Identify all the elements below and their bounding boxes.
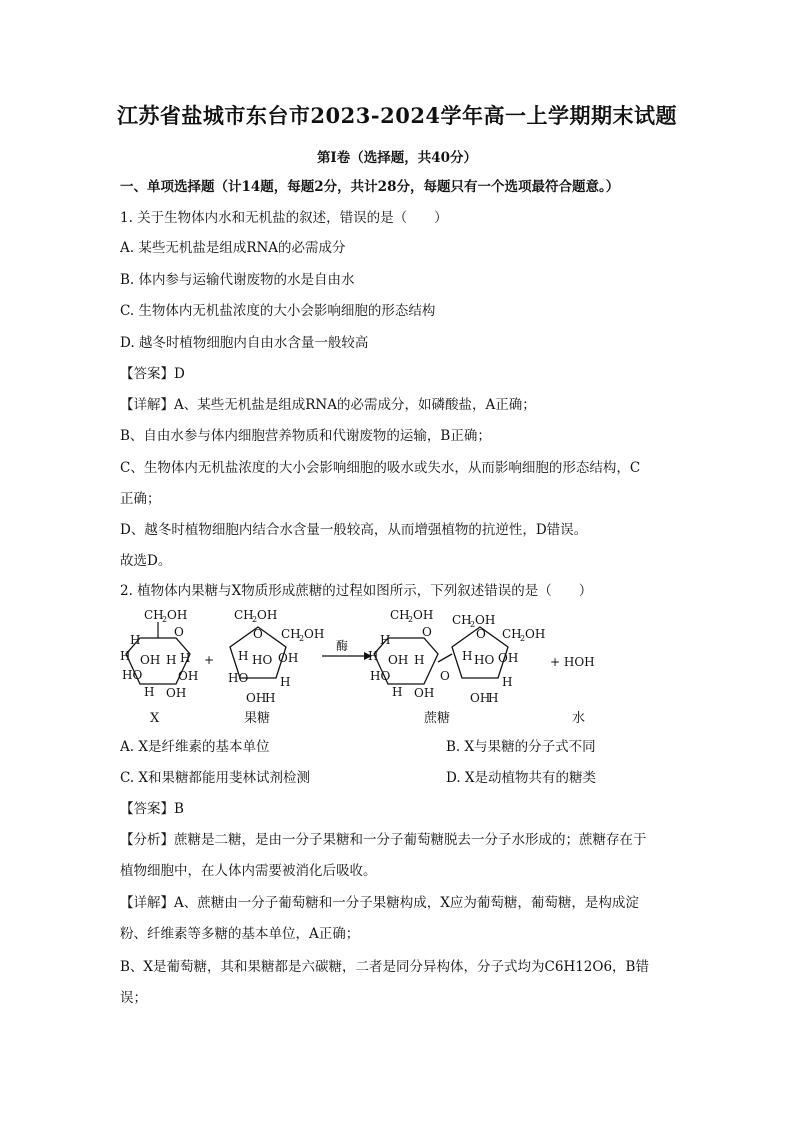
svg-text:H: H — [120, 649, 131, 663]
q2-explanation-line: B、X是葡萄糖，其和果糖都是六碳糖，二者是同分异构体，分子式均为C6H12O6，B错 — [120, 959, 649, 975]
water-formula: + HOH — [550, 655, 595, 669]
svg-text:OH: OH — [498, 651, 519, 665]
svg-text:+: + — [204, 653, 215, 667]
q1-option-d: D. 越冬时植物细胞内自由水含量一般较高 — [120, 335, 369, 351]
q2-explanation-line: 误； — [120, 990, 147, 1006]
reaction-arrow — [322, 652, 372, 660]
svg-text:HO: HO — [474, 653, 495, 667]
q2-option-c: C. X和果糖都能用斐林试剂检测 — [120, 770, 311, 786]
page-title: 江苏省盐城市东台市2023-2024学年高一上学期期末试题 — [116, 103, 678, 128]
svg-text:O: O — [253, 627, 263, 641]
q1-option-a: A. 某些无机盐是组成RNA的必需成分 — [120, 240, 346, 256]
svg-text:H: H — [380, 633, 391, 647]
q1-option-c: C. 生物体内无机盐浓度的大小会影响细胞的形态结构 — [120, 303, 436, 319]
svg-text:O: O — [174, 625, 184, 639]
svg-text:CH: CH — [452, 613, 472, 627]
svg-text:CH: CH — [502, 627, 522, 641]
svg-text:OH: OH — [257, 608, 278, 622]
q2-option-a: A. X是纤维素的基本单位 — [120, 739, 270, 755]
svg-text:CH: CH — [390, 608, 410, 622]
section-heading: 一、单项选择题（计14题，每题2分，共计28分，每题只有一个选项最符合题意。） — [120, 179, 620, 195]
q1-explanation-line: 正确； — [120, 491, 161, 507]
svg-text:HO: HO — [122, 668, 143, 682]
svg-text:HO: HO — [228, 671, 249, 685]
svg-text:H: H — [368, 649, 379, 663]
svg-text:H: H — [462, 649, 473, 663]
q1-option-b: B. 体内参与运输代谢废物的水是自由水 — [120, 272, 355, 288]
svg-text:CH: CH — [281, 627, 301, 641]
svg-text:OH: OH — [525, 627, 546, 641]
svg-text:H: H — [280, 675, 291, 689]
q2-option-d: D. X是动植物共有的糖类 — [446, 770, 597, 786]
q2-explanation-line: 【详解】A、蔗糖由一分子葡萄糖和一分子果糖构成，X应为葡萄糖，葡萄糖，是构成淀 — [120, 895, 639, 911]
q2-answer: 【答案】B — [120, 801, 184, 817]
svg-text:H: H — [488, 691, 499, 705]
q1-explanation-line: 故选D。 — [120, 553, 172, 569]
svg-text:OH: OH — [475, 613, 496, 627]
svg-text:O: O — [440, 669, 450, 683]
q1-explanation-line: C、生物体内无机盐浓度的大小会影响细胞的吸水或失水，从而影响细胞的形态结构，C — [120, 460, 641, 476]
svg-text:O: O — [476, 627, 486, 641]
question-2-stem: 2. 植物体内果糖与X物质形成蔗糖的过程如图所示，下列叙述错误的是（ ） — [120, 583, 593, 599]
label-x: X — [150, 711, 160, 726]
enzyme-label: 酶 — [336, 639, 349, 653]
svg-text:2: 2 — [470, 620, 476, 629]
svg-text:OH: OH — [278, 651, 299, 665]
svg-text:H: H — [414, 653, 425, 667]
svg-text:2: 2 — [299, 634, 305, 643]
svg-text:O: O — [422, 625, 432, 639]
q1-explanation-line: 【详解】A、某些无机盐是组成RNA的必需成分，如磷酸盐，A正确； — [120, 397, 536, 413]
svg-text:CH: CH — [234, 608, 254, 622]
svg-text:OH: OH — [304, 627, 325, 641]
svg-text:OH: OH — [140, 653, 161, 667]
svg-text:H: H — [130, 633, 141, 647]
label-water: 水 — [572, 711, 586, 726]
sucrose-synthesis-diagram — [118, 602, 618, 732]
svg-text:2: 2 — [252, 615, 258, 624]
q1-answer: 【答案】D — [120, 366, 185, 382]
svg-text:OH: OH — [470, 691, 491, 705]
svg-text:CH: CH — [144, 608, 164, 622]
svg-text:H: H — [144, 685, 155, 699]
svg-text:OH: OH — [167, 608, 188, 622]
svg-text:2: 2 — [162, 615, 168, 624]
svg-text:H: H — [166, 653, 177, 667]
svg-text:2: 2 — [408, 615, 414, 624]
svg-text:OH: OH — [388, 653, 409, 667]
svg-text:OH: OH — [178, 669, 199, 683]
svg-text:OH: OH — [166, 686, 187, 700]
label-sucrose: 蔗糖 — [424, 711, 451, 726]
svg-text:H: H — [265, 691, 276, 705]
svg-text:OH: OH — [246, 691, 267, 705]
svg-text:HO: HO — [252, 653, 273, 667]
svg-text:OH: OH — [414, 686, 435, 700]
svg-text:H: H — [502, 675, 513, 689]
label-fructose: 果糖 — [244, 711, 271, 726]
q2-analysis-line: 植物细胞中，在人体内需要被消化后吸收。 — [120, 863, 377, 879]
q1-explanation-line: B、自由水参与体内细胞营养物质和代谢废物的运输，B正确； — [120, 428, 491, 444]
q2-explanation-line: 粉、纤维素等多糖的基本单位，A正确； — [120, 926, 360, 942]
svg-text:H: H — [238, 649, 249, 663]
svg-text:H: H — [392, 685, 403, 699]
svg-text:2: 2 — [520, 634, 526, 643]
svg-text:H: H — [180, 651, 191, 665]
q2-option-b: B. X与果糖的分子式不同 — [446, 739, 596, 755]
svg-text:HO: HO — [370, 669, 391, 683]
page-subtitle: 第Ⅰ卷（选择题，共40分） — [316, 150, 478, 166]
q2-analysis-line: 【分析】蔗糖是二糖，是由一分子果糖和一分子葡萄糖脱去一分子水形成的；蔗糖存在于 — [120, 832, 647, 848]
svg-text:OH: OH — [413, 608, 434, 622]
question-1-stem: 1. 关于生物体内水和无机盐的叙述，错误的是（ ） — [120, 210, 448, 226]
q1-explanation-line: D、越冬时植物细胞内结合水含量一般较高，从而增强植物的抗逆性，D错误。 — [120, 522, 588, 538]
